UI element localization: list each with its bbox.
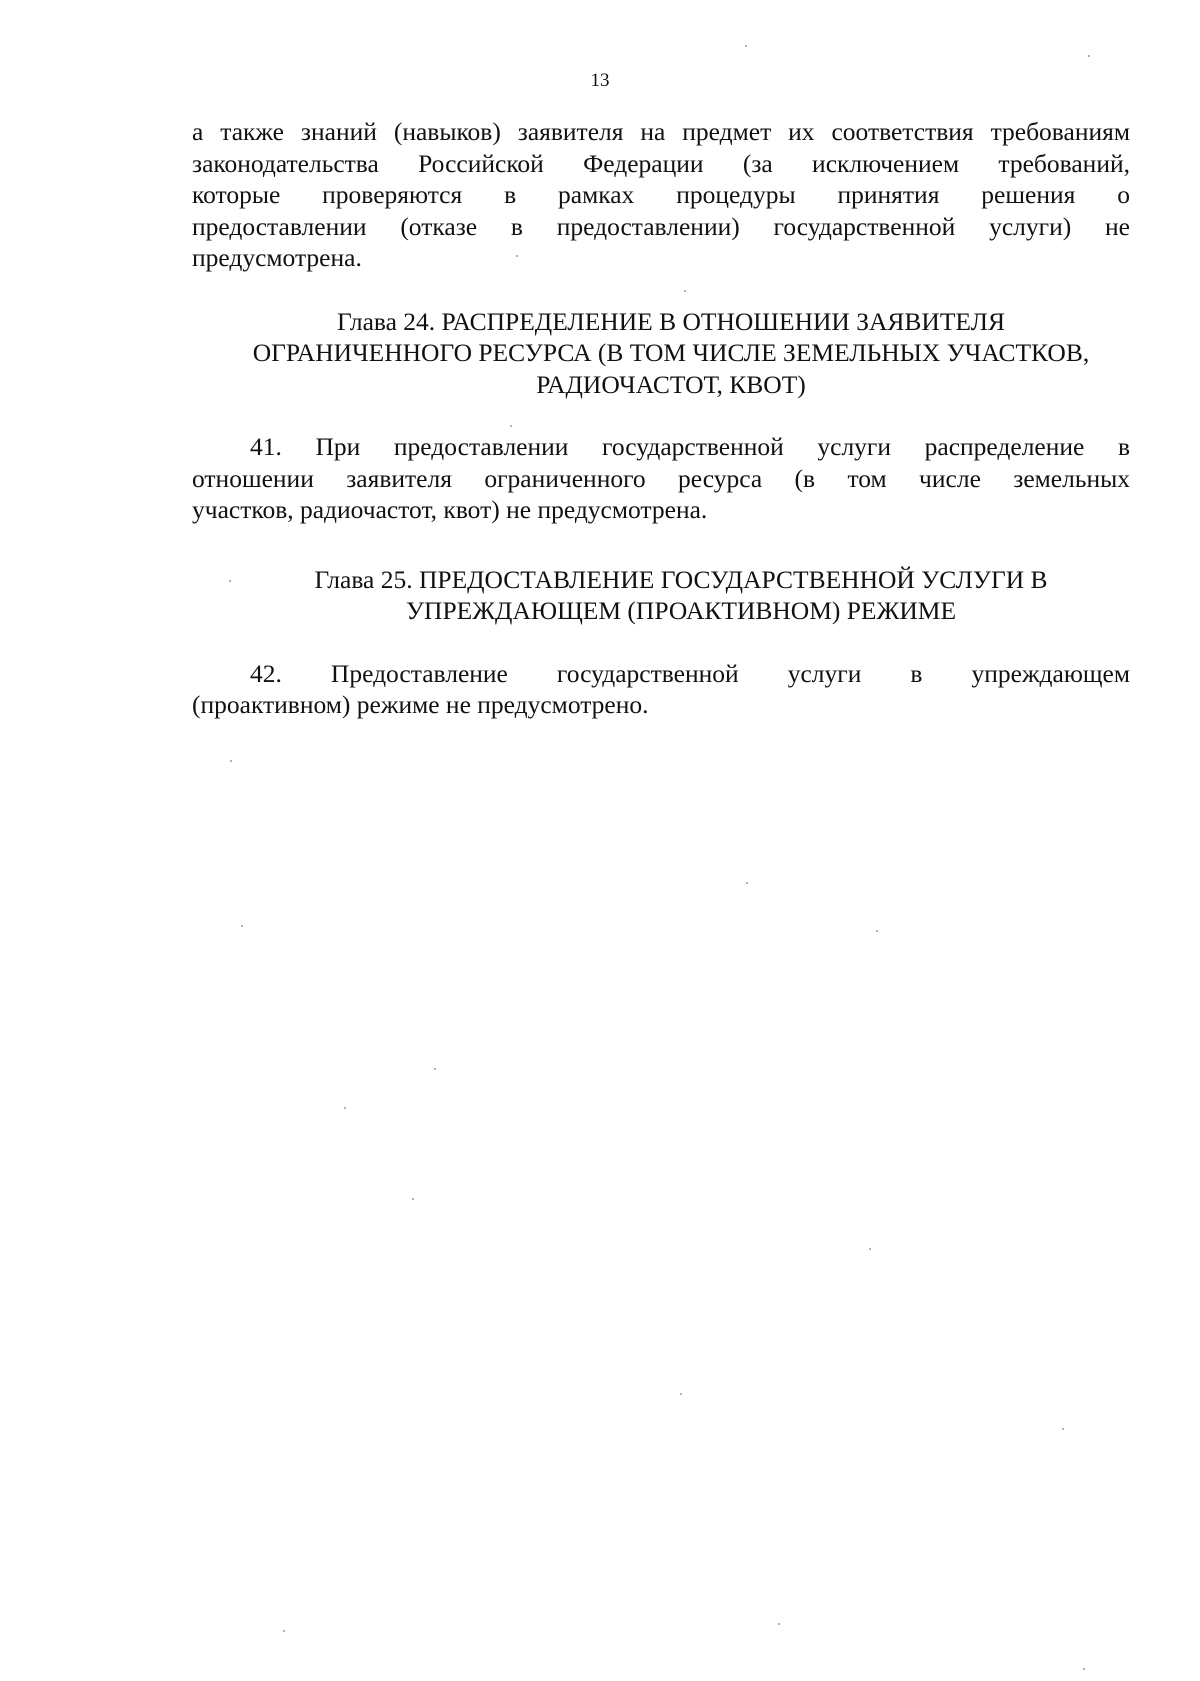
- intro-line: предусмотрена.: [192, 243, 362, 272]
- page-content: [192, 116, 1130, 721]
- paragraph-42-line: (проактивном) режиме не предусмотрено.: [192, 690, 649, 719]
- paragraph-42: [192, 658, 1130, 721]
- chapter-24-heading-line: ОГРАНИЧЕННОГО РЕСУРСА (В ТОМ ЧИСЛЕ ЗЕМЕЛЬНЫХ УЧАСТКОВ,: [252, 338, 1090, 367]
- paragraph-42-line: 42. Предоставление государственной услуги в упреждающем: [250, 658, 1130, 688]
- intro-line: которые проверяются в рамках процедуры принятия решения о: [192, 180, 1130, 209]
- intro-line: а также знаний (навыков) заявителя на предмет их соответствия требованиям: [192, 117, 1130, 146]
- chapter-25-heading-line: УПРЕЖДАЮЩЕМ (ПРОАКТИВНОМ) РЕЖИМЕ: [405, 596, 957, 625]
- chapter-25-heading: [192, 564, 1130, 627]
- paragraph-41: [192, 431, 1130, 526]
- chapter-24-heading-line: РАДИОЧАСТОТ, КВОТ): [536, 369, 806, 399]
- chapter-24-heading: [192, 306, 1130, 401]
- intro-line: законодательства Российской Федерации (за исключением требований,: [192, 148, 1130, 178]
- paragraph-41-line: отношении заявителя ограниченного ресурса (в том числе земельных: [192, 463, 1130, 493]
- chapter-25-heading-line: Глава 25. ПРЕДОСТАВЛЕНИЕ ГОСУДАРСТВЕННОЙ УСЛУГИ В: [314, 564, 1048, 594]
- paragraph-41-line: 41. При предоставлении государственной услуги распределение в: [250, 432, 1130, 461]
- intro-line: предоставлении (отказе в предоставлении) государственной услуги) не: [192, 211, 1130, 241]
- paragraph-41-line: участков, радиочастот, квот) не предусмотрена.: [192, 495, 708, 524]
- intro-paragraph: [192, 116, 1130, 274]
- page-number: 13: [590, 70, 610, 91]
- chapter-24-heading-line: Глава 24. РАСПРЕДЕЛЕНИЕ В ОТНОШЕНИИ ЗАЯВИТЕЛЯ: [337, 306, 1005, 336]
